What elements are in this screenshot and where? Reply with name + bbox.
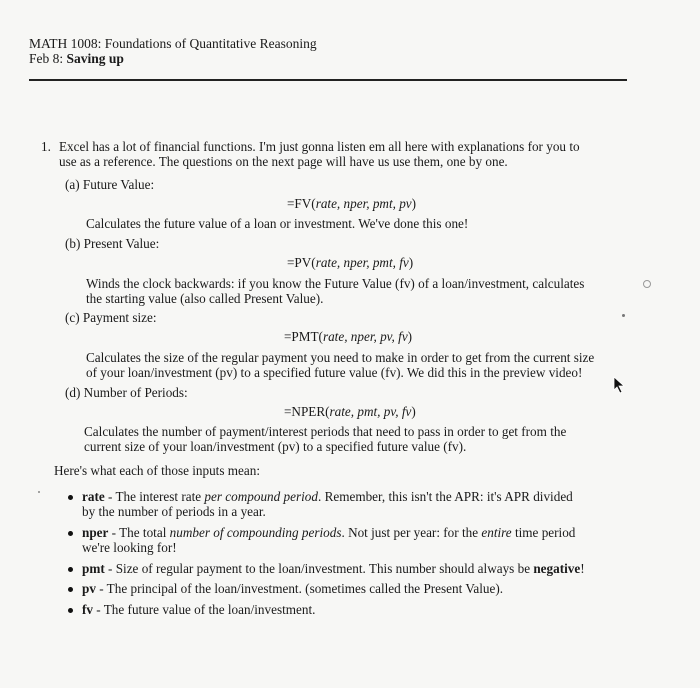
bullet-icon xyxy=(68,608,73,613)
lecture-date-line xyxy=(29,51,124,67)
item-c-description-line-1: Calculates the size of the regular payment you need to make in order to get from the current size xyxy=(86,350,595,365)
input-rate-line-1: rate - The interest rate per compound period. Remember, this isn't the APR: it's APR divided xyxy=(82,489,573,504)
item-a-formula: =FV(rate, nper, pmt, pv) xyxy=(287,196,417,211)
inputs-heading: Here's what each of those inputs mean: xyxy=(54,463,260,478)
item-d-label: (d) Number of Periods: xyxy=(65,385,188,400)
scan-speck xyxy=(643,280,651,288)
bullet-icon xyxy=(68,495,73,500)
input-fv-line: fv - The future value of the loan/investment. xyxy=(82,602,316,617)
input-rate-line-2: by the number of periods in a year. xyxy=(82,504,266,519)
item-d-description-line-1: Calculates the number of payment/interest periods that need to pass in order to get from the xyxy=(84,424,567,439)
input-nper-line-1: nper - The total number of compounding periods. Not just per year: for the entire time period xyxy=(82,525,576,540)
item-a-label: (a) Future Value: xyxy=(65,177,155,192)
item-b-description-line-1: Winds the clock backwards: if you know the Future Value (fv) of a loan/investment, calculates xyxy=(86,276,585,291)
problem-intro-line-1: Excel has a lot of financial functions. I'm just gonna listen em all here with explanations for you to xyxy=(59,139,580,154)
input-nper-line-2: we're looking for! xyxy=(82,540,177,555)
item-b-label: (b) Present Value: xyxy=(65,236,160,251)
lecture-topic: Saving up xyxy=(66,51,124,66)
mouse-cursor-icon xyxy=(613,376,625,394)
item-b-formula: =PV(rate, nper, pmt, fv) xyxy=(287,255,414,270)
bullet-icon xyxy=(68,587,73,592)
course-title: MATH 1008: Foundations of Quantitative Reasoning xyxy=(29,36,317,51)
item-b-description-line-2: the starting value (also called Present Value). xyxy=(86,291,324,306)
item-a-description: Calculates the future value of a loan or investment. We've done this one! xyxy=(86,216,469,231)
item-c-label: (c) Payment size: xyxy=(65,310,157,325)
item-d-formula: =NPER(rate, pmt, pv, fv) xyxy=(284,404,416,419)
input-pv-line: pv - The principal of the loan/investment. (sometimes called the Present Value). xyxy=(82,581,504,596)
item-d-description-line-2: current size of your loan/investment (pv) to a specified future value (fv). xyxy=(84,439,467,454)
scan-speck xyxy=(622,314,625,317)
lecture-date: Feb 8: xyxy=(29,51,64,66)
item-c-description-line-2: of your loan/investment (pv) to a specified future value (fv). We did this in the preview video! xyxy=(86,365,583,380)
input-pmt-line: pmt - Size of regular payment to the loan/investment. This number should always be negative! xyxy=(82,561,585,576)
bullet-icon xyxy=(68,567,73,572)
header-rule xyxy=(29,79,627,81)
scan-speck xyxy=(38,491,40,493)
item-c-formula: =PMT(rate, nper, pv, fv) xyxy=(284,329,413,344)
problem-number: 1. xyxy=(41,139,51,154)
bullet-icon xyxy=(68,531,73,536)
problem-intro-line-2: use as a reference. The questions on the next page will have us use them, one by one. xyxy=(59,154,508,169)
